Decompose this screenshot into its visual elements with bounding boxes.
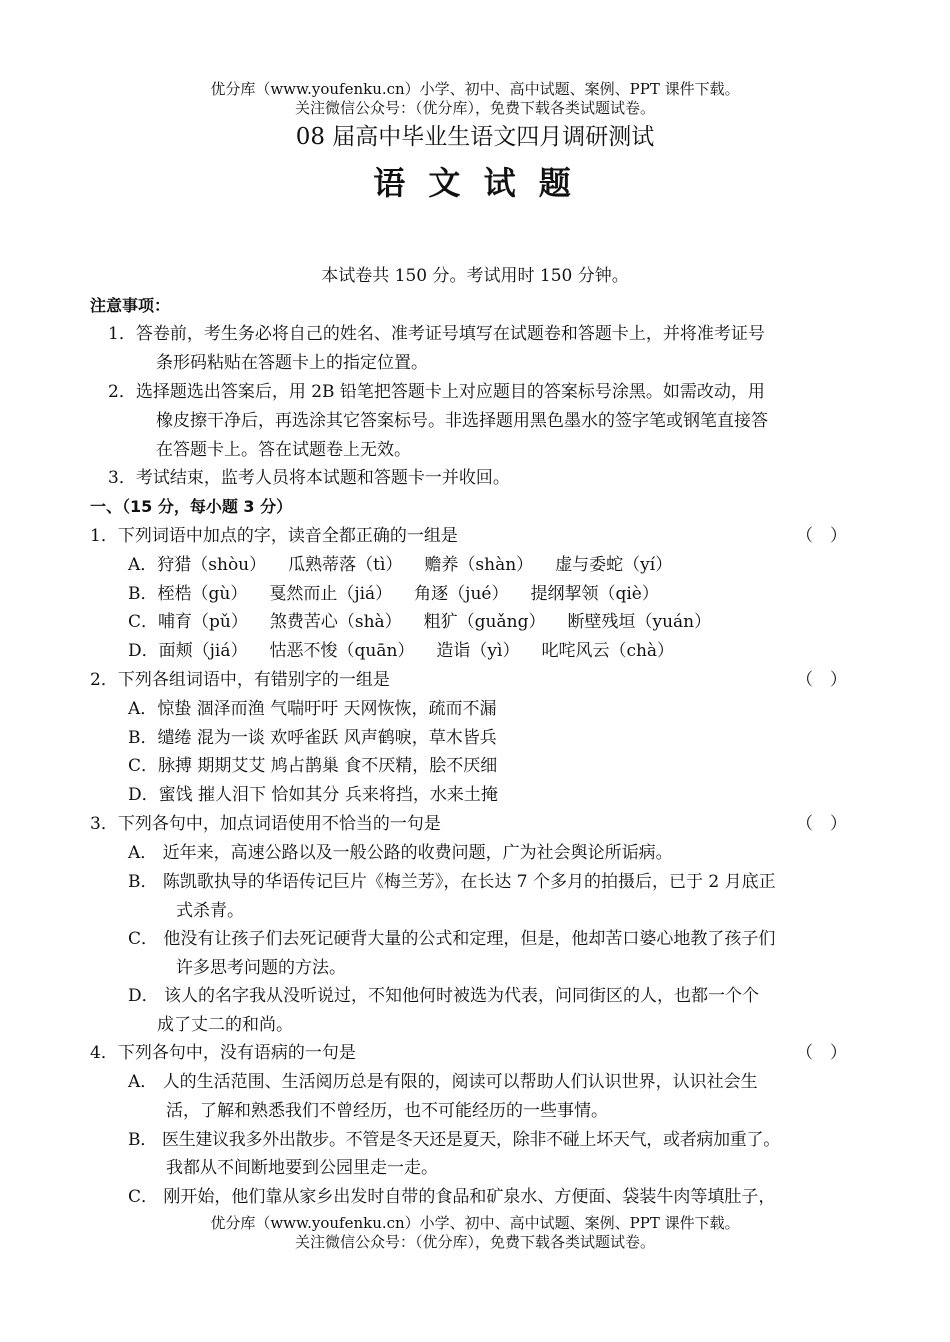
q2-option-d: D．蜜饯 摧人泪下 恰如其分 兵来将挡，水来土掩	[128, 785, 498, 805]
notice-item-1: 1．答卷前，考生务必将自己的姓名、准考证号填写在试题卷和答题卡上，并将准考证号	[108, 324, 765, 344]
q3-stem: 3．下列各句中，加点词语使用不恰当的一句是	[90, 814, 441, 834]
header-line-1: 优分库（www.youfenku.cn）小学、初中、高中试题、案例、PPT 课件下载。	[210, 80, 740, 98]
q3-answer-paren: （ ）	[796, 814, 847, 834]
q1-option-d: D．面颊（jiá） 怙恶不悛（quān） 造诣（yì） 叱咤风云（chà）	[128, 641, 675, 661]
footer-line-1: 优分库（www.youfenku.cn）小学、初中、高中试题、案例、PPT 课件下载。	[210, 1214, 740, 1232]
notice-item-1-cont: 条形码粘贴在答题卡上的指定位置。	[156, 353, 428, 373]
q2-option-b: B．缱绻 混为一谈 欢呼雀跃 风声鹤唳，草木皆兵	[128, 728, 497, 748]
footer-line-2: 关注微信公众号：（优分库），免费下载各类试题试卷。	[294, 1233, 655, 1251]
q1-option-c: C．哺育（pǔ） 煞费苦心（shà） 粗犷（guǎng） 断壁残垣（yuán）	[128, 612, 712, 632]
q3-option-c-cont: 许多思考问题的方法。	[176, 958, 346, 978]
notice-item-2-cont2: 在答题卡上。答在试题卷上无效。	[156, 440, 411, 460]
notice-item-2-cont: 橡皮擦干净后，再选涂其它答案标号。非选择题用黑色墨水的签字笔或钢笔直接答	[156, 411, 768, 431]
exam-subtitle: 语 文 试 题	[373, 164, 577, 202]
q3-option-b-cont: 式杀青。	[176, 901, 244, 921]
q2-answer-paren: （ ）	[796, 670, 847, 690]
q4-answer-paren: （ ）	[796, 1043, 847, 1063]
exam-title: 08 届高中毕业生语文四月调研测试	[295, 124, 655, 150]
notice-heading: 注意事项：	[90, 296, 171, 315]
q3-option-b: B． 陈凯歌执导的华语传记巨片《梅兰芳》，在长达 7 个多月的拍摄后，已于 2 月底正	[128, 872, 776, 892]
q4-stem: 4．下列各句中，没有语病的一句是	[90, 1043, 356, 1063]
q4-option-a: A． 人的生活范围、生活阅历总是有限的，阅读可以帮助人们认识世界，认识社会生	[128, 1072, 758, 1092]
q2-stem: 2．下列各组词语中，有错别字的一组是	[90, 670, 390, 690]
q1-answer-paren: （ ）	[796, 526, 847, 546]
q4-option-c: C． 刚开始，他们靠从家乡出发时自带的食品和矿泉水、方便面、袋装牛肉等填肚子，	[128, 1187, 776, 1207]
q3-option-a: A． 近年来，高速公路以及一般公路的收费问题，广为社会舆论所诟病。	[128, 843, 673, 863]
q1-stem: 1．下列词语中加点的字，读音全都正确的一组是	[90, 526, 458, 546]
header-line-2: 关注微信公众号：（优分库），免费下载各类试题试卷。	[294, 99, 655, 117]
q3-option-c: C． 他没有让孩子们去死记硬背大量的公式和定理，但是，他却苦口婆心地教了孩子们	[128, 929, 776, 949]
q2-option-c: C．脉搏 期期艾艾 鸠占鹊巢 食不厌精，脍不厌细	[128, 756, 498, 776]
q3-option-d: D． 该人的名字我从没听说过，不知他何时被选为代表，问同街区的人，也都一个个	[128, 986, 760, 1006]
q1-option-a: A．狩猎（shòu） 瓜熟蒂落（tì） 赡养（shàn） 虚与委蛇（yí）	[128, 555, 673, 575]
notice-item-2: 2．选择题选出答案后，用 2B 铅笔把答题卡上对应题目的答案标号涂黑。如需改动，用	[108, 382, 765, 402]
section-1-heading: 一、（15 分，每小题 3 分）	[90, 497, 293, 516]
q4-option-b: B． 医生建议我多外出散步。不管是冬天还是夏天，除非不碰上坏天气，或者病加重了。	[128, 1130, 780, 1150]
q4-option-a-cont: 活，了解和熟悉我们不曾经历，也不可能经历的一些事情。	[166, 1101, 608, 1121]
q1-option-b: B．桎梏（gù） 戛然而止（jiá） 角逐（jué） 提纲挈领（qiè）	[128, 584, 659, 604]
q3-option-d-cont: 成了丈二的和尚。	[157, 1015, 293, 1035]
q2-option-a: A．惊蛰 涸泽而渔 气喘吁吁 天网恢恢，疏而不漏	[128, 699, 497, 719]
q4-option-b-cont: 我都从不间断地要到公园里走一走。	[166, 1158, 438, 1178]
score-info: 本试卷共 150 分。考试用时 150 分钟。	[321, 266, 629, 286]
notice-item-3: 3．考试结束，监考人员将本试题和答题卡一并收回。	[108, 468, 510, 488]
